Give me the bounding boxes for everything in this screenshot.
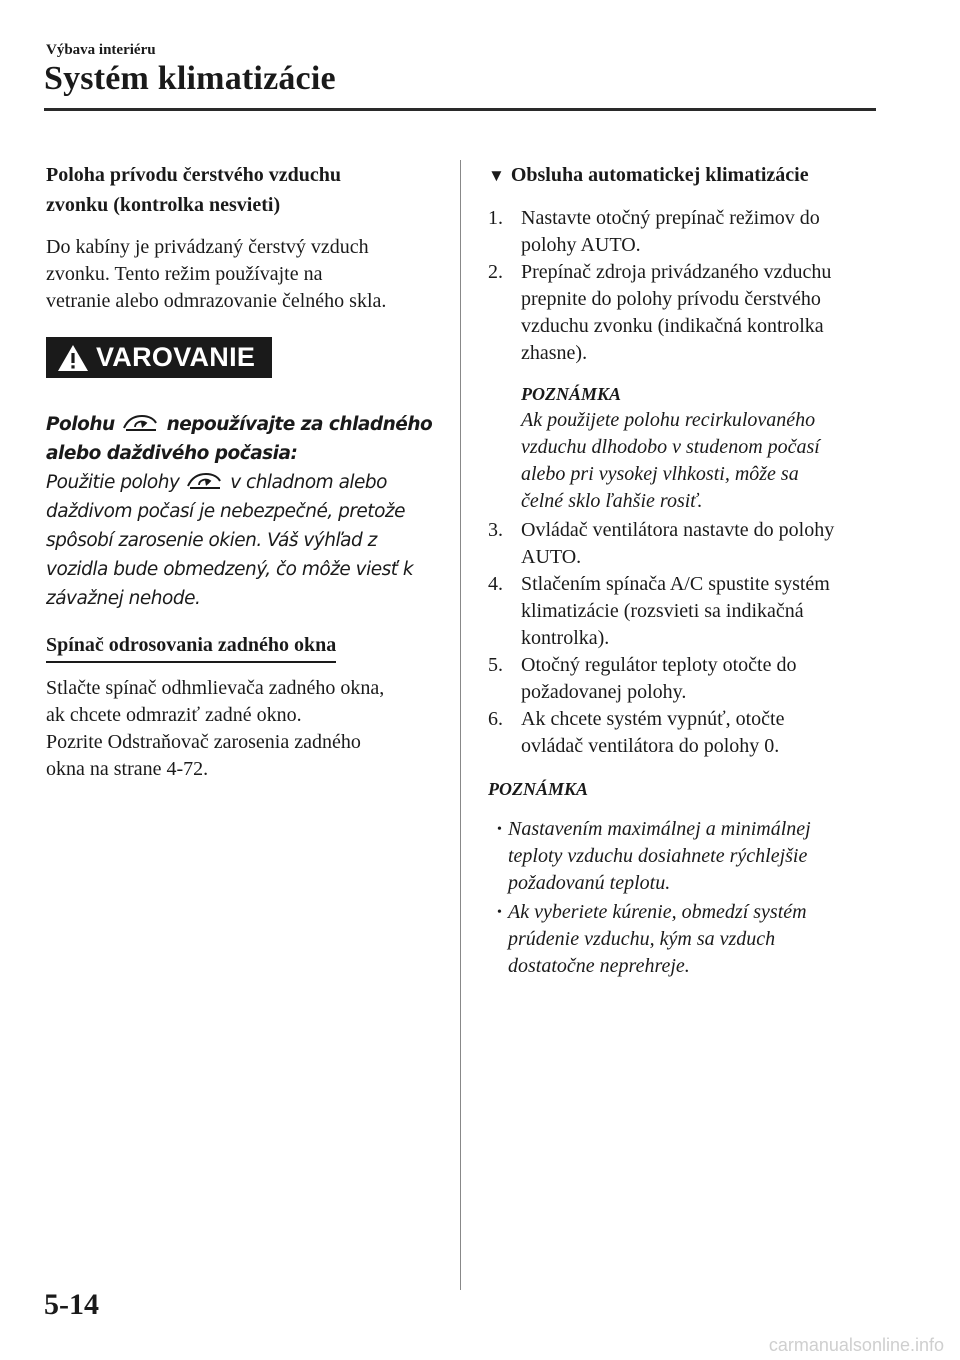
- note-line: vzduchu dlhodobo v studenom počasí: [521, 436, 820, 458]
- note-title: POZNÁMKA: [521, 384, 622, 404]
- step-number: 3.: [488, 519, 503, 541]
- note-line: Ak vyberiete kúrenie, obmedzí systém: [508, 901, 807, 923]
- bullet: •: [497, 822, 502, 837]
- fresh-air-line: vetranie alebo odmrazovanie čelného skla.: [46, 290, 387, 312]
- step-line: kontrolka).: [521, 627, 610, 649]
- procedure-heading: [488, 160, 888, 191]
- step-number: 2.: [488, 261, 503, 283]
- note-line: Ak použijete polohu recirkulovaného: [521, 409, 816, 431]
- bullet: •: [497, 905, 502, 920]
- step-item: [488, 517, 888, 571]
- fresh-air-paragraph: [46, 234, 441, 315]
- warning-badge: [46, 337, 272, 378]
- step-item: [488, 706, 888, 760]
- fresh-air-heading-line1: Poloha prívodu čerstvého vzduchu: [46, 164, 342, 186]
- note-inline: [488, 381, 888, 515]
- warning-body-line: vozidla bude obmedzený, čo môže viesť k: [46, 559, 414, 580]
- procedure-heading-text: Obsluha automatickej klimatizácie: [510, 164, 809, 186]
- note-list-item: [488, 816, 888, 897]
- step-number: 5.: [488, 654, 503, 676]
- watermark: carmanualsonline.info: [768, 1335, 944, 1355]
- step-line: polohy AUTO.: [521, 234, 641, 256]
- note-list: [488, 816, 888, 980]
- steps-list: [488, 205, 888, 367]
- step-item: [488, 571, 888, 652]
- note-line: teploty vzduchu dosiahnete rýchlejšie: [508, 845, 808, 867]
- recirculation-icon: [185, 471, 225, 491]
- step-line: Ovládač ventilátora nastavte do polohy: [521, 519, 835, 541]
- step-line: Otočný regulátor teploty otočte do: [521, 654, 797, 676]
- note-block: [488, 776, 888, 980]
- header-rule: [44, 108, 876, 111]
- steps-list-continued: [488, 517, 888, 760]
- left-column: [46, 160, 441, 783]
- step-item: [488, 259, 888, 367]
- step-line: vzduchu zvonku (indikačná kontrolka: [521, 315, 824, 337]
- chapter-title: Systém klimatizácie: [44, 60, 336, 97]
- step-item: [488, 652, 888, 706]
- warning-body-line: závažnej nehode.: [46, 588, 201, 609]
- warning-heading: [46, 410, 441, 439]
- recirculation-icon: [121, 413, 161, 433]
- step-line: požadovanej polohy.: [521, 681, 687, 703]
- step-item: [488, 205, 888, 259]
- rear-defroster-heading: Spínač odrosovania zadného okna: [46, 631, 336, 663]
- rear-defroster-line: Pozrite Odstraňovač zarosenia zadného: [46, 731, 361, 753]
- page-number: 5-14: [44, 1288, 99, 1321]
- fresh-air-line: Do kabíny je privádzaný čerstvý vzduch: [46, 236, 369, 258]
- right-column: [488, 160, 888, 982]
- warning-body-first-line: [46, 468, 441, 497]
- note-list-item: [488, 899, 888, 980]
- step-line: Ak chcete systém vypnúť, otočte: [521, 708, 785, 730]
- note-line: alebo pri vysokej vlhkosti, môže sa: [521, 463, 799, 485]
- warning-body-pre: Použitie polohy: [46, 472, 180, 493]
- rear-defroster-line: okna na strane 4-72.: [46, 758, 209, 780]
- fresh-air-heading-line2: zvonku (kontrolka nesvieti): [46, 194, 281, 216]
- note-line: čelné sklo ľahšie rosiť.: [521, 490, 703, 512]
- step-number: 6.: [488, 708, 503, 730]
- warning-heading-post: nepoužívajte za chladného: [166, 414, 433, 435]
- note-line: dostatočne neprehreje.: [508, 955, 690, 977]
- note-line: prúdenie vzduchu, kým sa vzduch: [508, 928, 776, 950]
- column-divider: [460, 160, 461, 1290]
- step-line: Stlačením spínača A/C spustite systém: [521, 573, 830, 595]
- step-number: 4.: [488, 573, 503, 595]
- warning-heading-pre: Polohu: [46, 414, 115, 435]
- note-title: POZNÁMKA: [488, 779, 589, 799]
- step-line: ovládač ventilátora do polohy 0.: [521, 735, 780, 757]
- warning-heading-line2: alebo daždivého počasia:: [46, 443, 298, 464]
- rear-defroster-paragraph: [46, 675, 441, 783]
- step-line: AUTO.: [521, 546, 582, 568]
- step-line: Nastavte otočný prepínač režimov do: [521, 207, 820, 229]
- rear-defroster-line: Stlačte spínač odhmlievača zadného okna,: [46, 677, 385, 699]
- step-line: zhasne).: [521, 342, 588, 364]
- warning-body-line: daždivom počasí je nebezpečné, pretože: [46, 501, 405, 522]
- note-line: požadovanú teplotu.: [508, 872, 671, 894]
- warning-triangle-icon: [56, 343, 90, 373]
- fresh-air-line: zvonku. Tento režim používajte na: [46, 263, 323, 285]
- warning-body-post: v chladnom alebo: [230, 472, 387, 493]
- step-number: 1.: [488, 207, 503, 229]
- step-line: Prepínač zdroja privádzaného vzduchu: [521, 261, 832, 283]
- step-line: klimatizácie (rozsvieti sa indikačná: [521, 600, 804, 622]
- rear-defroster-line: ak chcete odmraziť zadné okno.: [46, 704, 302, 726]
- note-line: Nastavením maximálnej a minimálnej: [508, 818, 811, 840]
- warning-body-line: spôsobí zarosenie okien. Váš výhľad z: [46, 530, 377, 551]
- step-line: prepnite do polohy prívodu čerstvého: [521, 288, 821, 310]
- triangle-down-icon: ▼: [488, 166, 505, 185]
- warning-label: VAROVANIE: [96, 342, 256, 372]
- section-label: Výbava interiéru: [46, 42, 156, 58]
